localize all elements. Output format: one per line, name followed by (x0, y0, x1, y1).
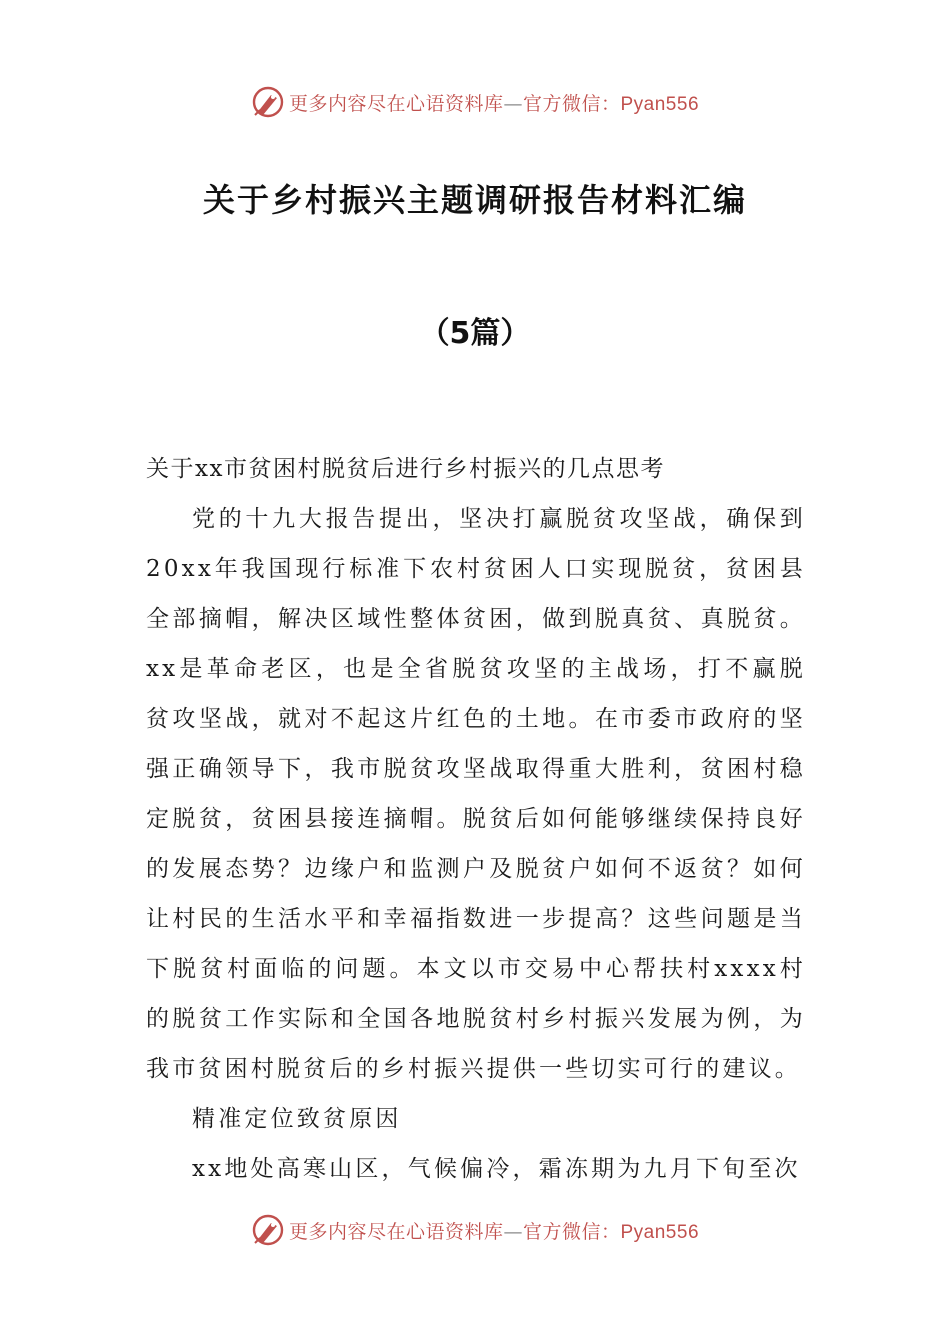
banner-site-name: 更多内容尽在心语资料库 (288, 92, 504, 115)
pen-nib-logo-icon (251, 1213, 285, 1247)
banner-text (289, 1217, 699, 1244)
banner-text (289, 89, 699, 116)
section-heading: 精准定位致贫原因 (192, 1106, 402, 1132)
header-banner (0, 82, 950, 122)
footer-banner (0, 1210, 950, 1250)
article-heading: 关于xx市贫困村脱贫后进行乡村振兴的几点思考 (146, 456, 665, 482)
pen-nib-logo-icon (251, 85, 285, 119)
banner-wechat-id: Pyan556 (620, 1221, 700, 1243)
banner-dash: — (503, 1220, 523, 1243)
document-title: 关于乡村振兴主题调研报告材料汇编 (202, 181, 747, 219)
banner-wechat-id: Pyan556 (620, 93, 700, 115)
banner-dash: — (503, 92, 523, 115)
paragraph: 党的十九大报告提出，坚决打赢脱贫攻坚战，确保到20xx年我国现行标准下农村贫困人口实现脱贫，贫困县全部摘帽，解决区域性整体贫困，做到脱真贫、真脱贫。xx是革命老区，也是全省脱贫攻坚的主战场，打不赢脱贫攻坚战，就对不起这片红色的土地。在市委市政府的坚强正确领导下，我市脱贫攻坚战取得重大胜利，贫困村稳定脱贫，贫困县接连摘帽。脱贫后如何能够继续保持良好的发展态势？边缘户和监测户及脱贫户如何不返贫？如何让村民的生活水平和幸福指数进一步提高？这些问题是当下脱贫村面临的问题。本文以市交易中心帮扶村xxxx村的脱贫工作实际和全国各地脱贫村乡村振兴发展为例，为我市贫困村脱贫后的乡村振兴提供一些切实可行的建议。 (146, 506, 806, 1082)
banner-wechat-label: 官方微信： (522, 92, 621, 115)
banner-wechat-label: 官方微信： (522, 1220, 621, 1243)
document-subtitle: （5篇） (419, 316, 531, 351)
document-body (146, 444, 806, 1194)
banner-site-name: 更多内容尽在心语资料库 (288, 1220, 504, 1243)
paragraph: xx地处高寒山区，气候偏冷，霜冻期为九月下旬至次 (192, 1156, 801, 1182)
